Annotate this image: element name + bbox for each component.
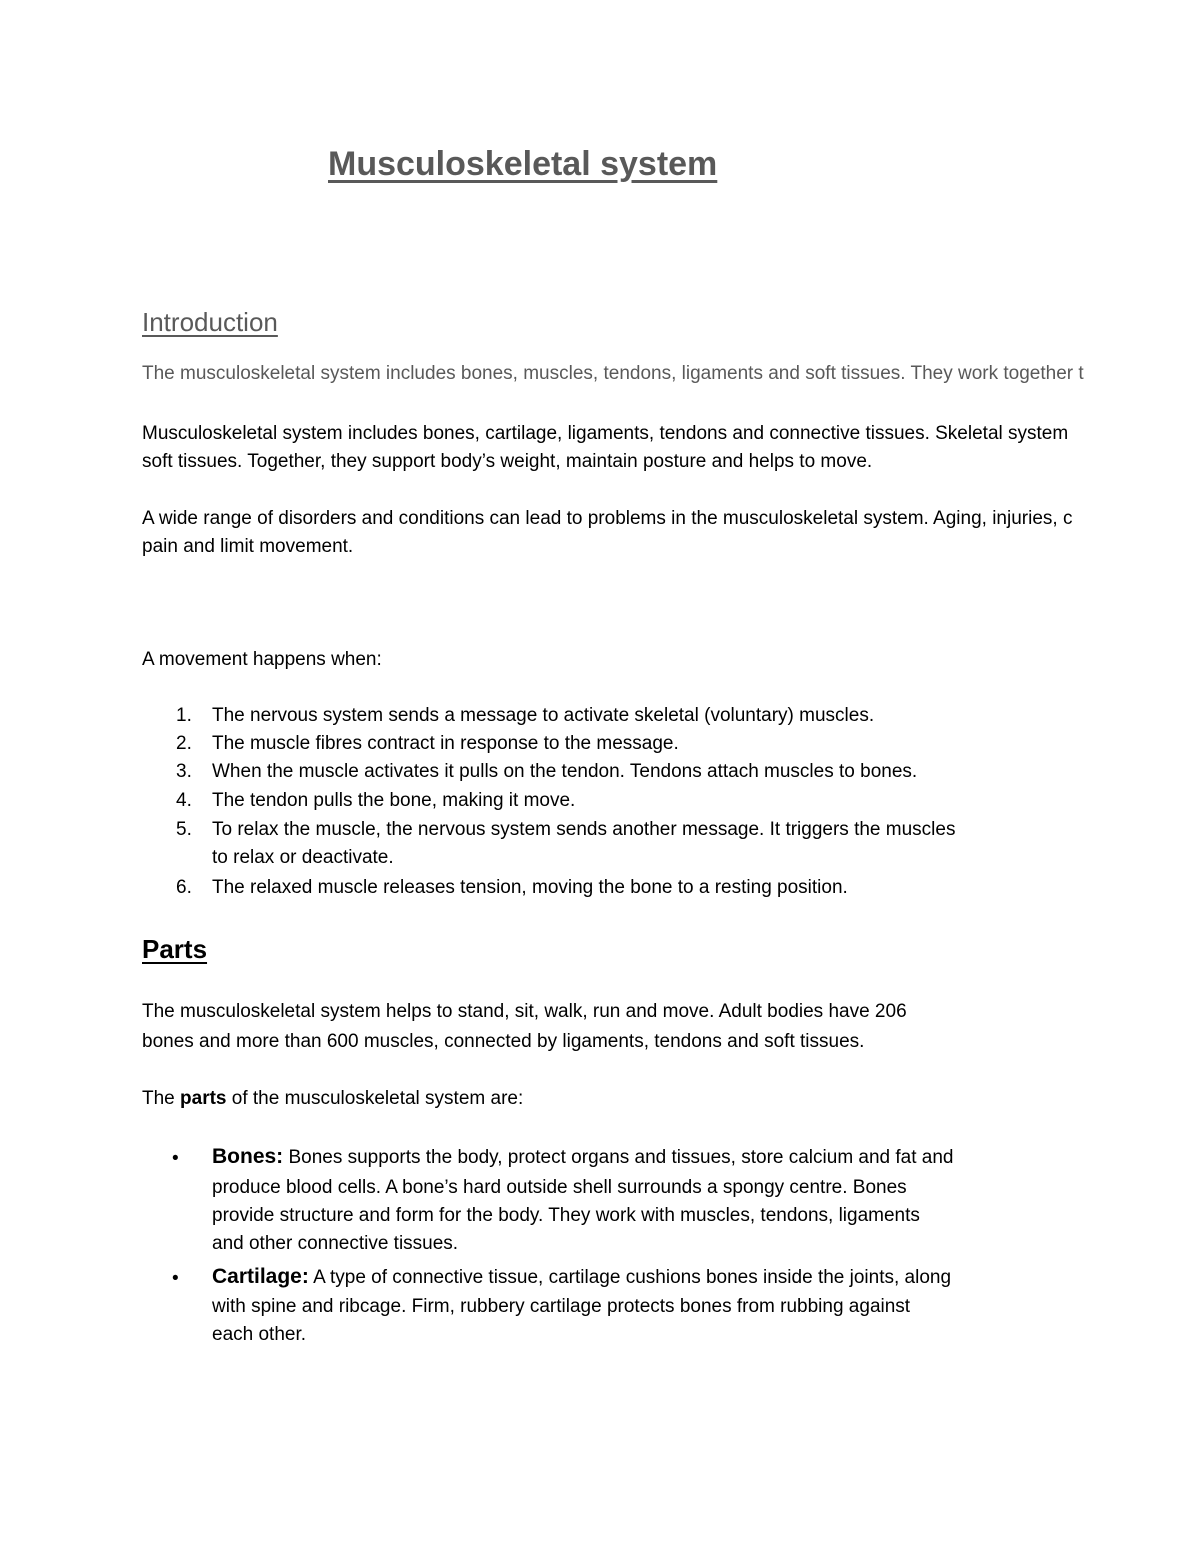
part-first-line: [212, 1262, 951, 1292]
introduction-heading: Introduction: [142, 307, 278, 337]
step-number: 6.: [176, 877, 192, 898]
intro-paragraph-2-line-2: soft tissues. Together, they support body’s weight, maintain posture and helps to move.: [142, 451, 873, 472]
parts-paragraph-2-prefix: The: [142, 1088, 181, 1109]
step-number: 5.: [176, 819, 192, 840]
intro-paragraph-3-line-2: pain and limit movement.: [142, 536, 354, 557]
part-description-line: and other connective tissues.: [212, 1233, 459, 1254]
step-text-continued: to relax or deactivate.: [212, 847, 394, 868]
parts-paragraph-2-bold: parts: [180, 1088, 227, 1109]
parts-paragraph-2: [142, 1084, 523, 1113]
step-text: To relax the muscle, the nervous system sends another message. It triggers the muscles: [212, 819, 956, 840]
step-number: 1.: [176, 705, 192, 726]
parts-heading: Parts: [142, 934, 208, 964]
parts-paragraph-1-line-1: The musculoskeletal system helps to stand, sit, walk, run and move. Adult bodies have 206: [142, 1001, 907, 1022]
step-text: The tendon pulls the bone, making it move.: [212, 790, 576, 811]
parts-paragraph-1-line-2: bones and more than 600 muscles, connected by ligaments, tendons and soft tissues.: [142, 1031, 865, 1052]
intro-paragraph-1: The musculoskeletal system includes bones, muscles, tendons, ligaments and soft tissues. They work together t: [142, 363, 1084, 384]
part-description-line: provide structure and form for the body. They work with muscles, tendons, ligaments: [212, 1205, 920, 1226]
intro-paragraph-2-line-1: Musculoskeletal system includes bones, cartilage, ligaments, tendons and connective tissues. Skeletal system: [142, 423, 1069, 444]
part-first-line: [212, 1142, 954, 1172]
part-term: Bones:: [212, 1145, 284, 1168]
step-text: The muscle fibres contract in response to the message.: [212, 733, 679, 754]
part-description-line: each other.: [212, 1324, 307, 1345]
step-number: 2.: [176, 733, 192, 754]
page-title: Musculoskeletal system: [328, 145, 718, 183]
part-description: A type of connective tissue, cartilage cushions bones inside the joints, along: [308, 1267, 952, 1288]
step-text: When the muscle activates it pulls on the tendon. Tendons attach muscles to bones.: [212, 761, 918, 782]
movement-intro: A movement happens when:: [142, 649, 382, 670]
step-number: 3.: [176, 761, 192, 782]
part-term: Cartilage:: [212, 1265, 309, 1288]
bullet-icon: •: [172, 1148, 179, 1169]
bullet-icon: •: [172, 1268, 179, 1289]
part-description-line: produce blood cells. A bone’s hard outside shell surrounds a spongy centre. Bones: [212, 1177, 907, 1198]
part-description-line: with spine and ribcage. Firm, rubbery cartilage protects bones from rubbing against: [212, 1296, 911, 1317]
part-description: Bones supports the body, protect organs and tissues, store calcium and fat and: [283, 1147, 954, 1168]
step-number: 4.: [176, 790, 192, 811]
step-text: The relaxed muscle releases tension, moving the bone to a resting position.: [212, 877, 848, 898]
intro-paragraph-3-line-1: A wide range of disorders and conditions can lead to problems in the musculoskeletal system. Aging, injuries, c: [142, 508, 1073, 529]
step-text: The nervous system sends a message to activate skeletal (voluntary) muscles.: [212, 705, 875, 726]
parts-paragraph-2-suffix: of the musculoskeletal system are:: [226, 1088, 524, 1109]
